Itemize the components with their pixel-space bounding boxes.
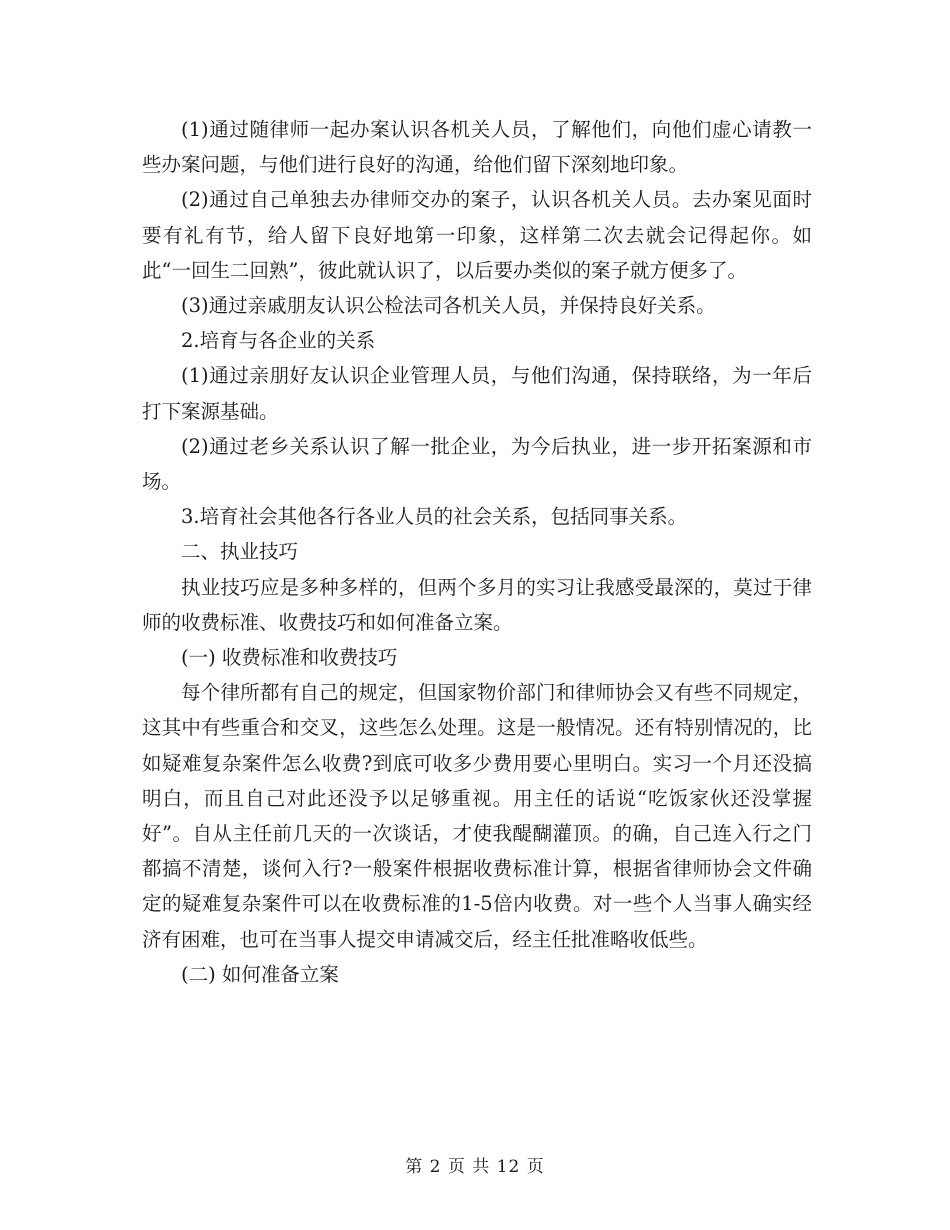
subheading-fee-standard: (一) 收费标准和收费技巧 [181,646,398,670]
document-body [142,112,812,992]
page-number-footer: 第 2 页 共 12 页 [405,1157,545,1177]
paragraph-3: (3)通过亲戚朋友认识公检法司各机关人员，并保持良好关系。 [181,294,716,318]
paragraph-6: 执业技巧应是多种多样的，但两个多月的实习让我感受最深的，莫过于律师的收费标准、收费技巧和如何准备立案。 [142,575,812,634]
section-heading-3: 3.培育社会其他各行各业人员的社会关系，包括同事关系。 [181,505,688,529]
section-heading-2: 2.培育与各企业的关系 [181,329,376,353]
paragraph-5: (2)通过老乡关系认识了解一批企业，为今后执业，进一步开拓案源和市场。 [142,434,812,494]
paragraph-7: 每个律所都有自己的规定，但国家物价部门和律师协会又有些不同规定，这其中有些重合和交叉，这些怎么处理。这是一般情况。还有特别情况的，比如疑难复杂案件怎么收费?到底可收多少费用要心里明白。实习一个月还没搞明白，而且自己对此还没予以足够重视。用主任的话说“吃饭家伙还没掌握好”。自从主任前几天的一次谈话，才使我醍醐灌顶。的确，自己连入行之门都搞不清楚，谈何入行?一般案件根据收费标准计算，根据省律师协会文件确定的疑难复杂案件可以在收费标准的1-5倍内收费。对一些个人当事人确实经济有困难，也可在当事人提交申请减交后，经主任批准略收低些。 [142,681,812,951]
paragraph-4: (1)通过亲朋好友认识企业管理人员，与他们沟通，保持联络，为一年后打下案源基础。 [142,364,812,423]
subheading-case-filing: (二) 如何准备立案 [181,962,339,986]
paragraph-2: (2)通过自己单独去办律师交办的案子，认识各机关人员。去办案见面时要有礼有节，给人留下良好地第一印象，这样第二次去就会记得起你。如此“一回生二回熟”，彼此就认识了，以后要办类似的案子就方便多了。 [142,188,812,282]
chapter-heading-2: 二、执业技巧 [181,540,299,564]
paragraph-1: (1)通过随律师一起办案认识各机关人员，了解他们，向他们虚心请教一些办案问题，与他们进行良好的沟通，给他们留下深刻地印象。 [142,118,812,177]
